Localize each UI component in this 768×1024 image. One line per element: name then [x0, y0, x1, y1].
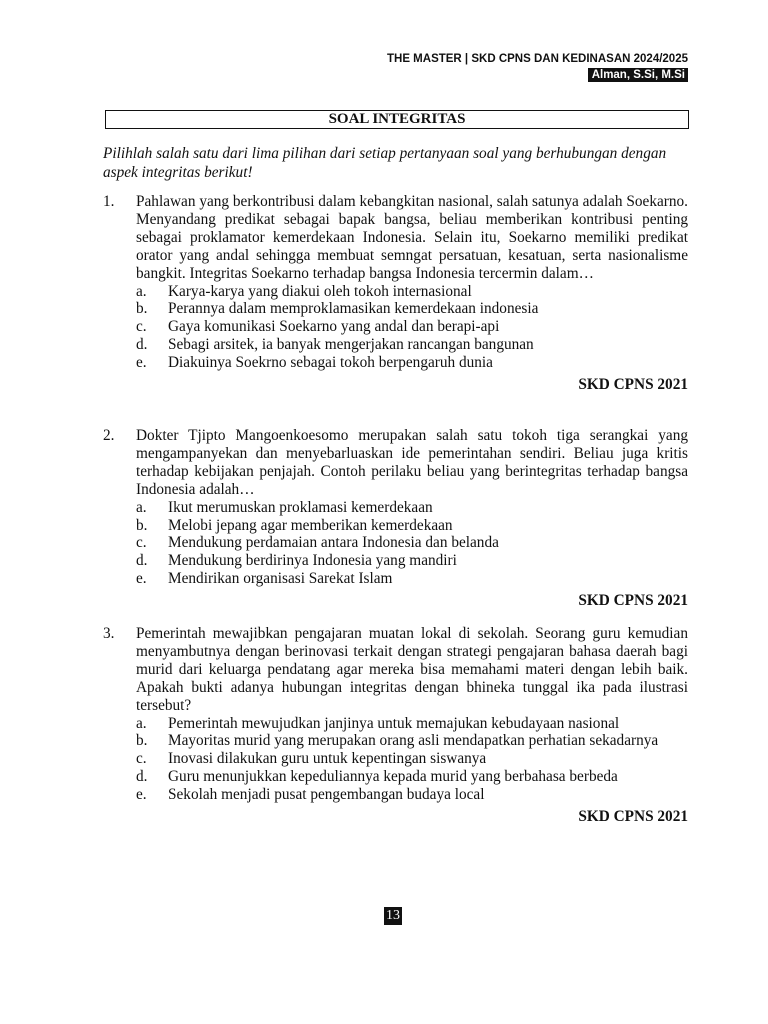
option-letter: e. [136, 570, 147, 588]
option-letter: c. [136, 534, 147, 552]
option-text: Gaya komunikasi Soekarno yang andal dan berapi-api [168, 318, 500, 336]
option-letter: a. [136, 498, 147, 516]
option-b [136, 732, 688, 750]
page-number: 13 [386, 908, 400, 923]
option-text: Ikut merumuskan proklamasi kemerdekaan [168, 498, 433, 516]
option-letter: d. [136, 552, 148, 570]
option-letter: e. [136, 786, 147, 804]
header-title: THE MASTER | SKD CPNS DAN KEDINASAN 2024/2025 [386, 53, 688, 65]
question-text: Dokter Tjipto Mangoenkoesomo merupakan salah satu tokoh tiga serangkai yang mengampanyekan dan menyebarluaskan ide pemerintahan sendiri. Beliau juga kritis terhadap kebijakan penjajah. Contoh perilaku beliau yang berintegritas terhadap bangsa Indonesia adalah… [136, 427, 688, 498]
option-text: Inovasi dilakukan guru untuk kepentingan siswanya [168, 750, 487, 768]
option-letter: b. [136, 732, 148, 750]
option-text: Karya-karya yang diakui oleh tokoh internasional [168, 282, 472, 300]
option-c [136, 534, 688, 552]
option-e [136, 354, 688, 372]
option-d [136, 336, 688, 354]
option-text: Pemerintah mewujudkan janjinya untuk memajukan kebudayaan nasional [168, 714, 620, 732]
option-letter: d. [136, 336, 148, 354]
question-number: 3. [103, 625, 115, 642]
question-text: Pemerintah mewajibkan pengajaran muatan lokal di sekolah. Seorang guru kemudian menyambutnya dengan berinovasi terkait dengan strategi pengajaran bahasa daerah bagi murid dari keluarga pendatang agar mereka bisa memahami materi dengan lebih baik. Apakah bukti adanya hubungan integritas dengan bhineka tunggal ika pada ilustrasi tersebut? [136, 625, 688, 714]
question-1 [103, 193, 688, 394]
header-author: Alman, S.Si, M.Si [588, 68, 688, 82]
instruction-text: Pilihlah salah satu dari lima pilihan dari setiap pertanyaan soal yang berhubungan dengan aspek integritas berikut! [103, 145, 667, 181]
option-e [136, 570, 688, 588]
option-a [136, 283, 688, 301]
option-letter: e. [136, 354, 147, 372]
question-source: SKD CPNS 2021 [578, 592, 688, 610]
option-c [136, 750, 688, 768]
option-letter: a. [136, 282, 147, 300]
option-letter: c. [136, 318, 147, 336]
option-letter: c. [136, 750, 147, 768]
option-d [136, 552, 688, 570]
question-text: Pahlawan yang berkontribusi dalam kebangkitan nasional, salah satunya adalah Soekarno. Menyandang predikat sebagai bapak bangsa, beliau memberikan kontribusi penting sebagai proklamator kemerdekaan Indonesia. Selain itu, Soekarno memiliki predikat orator yang andal sehingga membuat semngat persatuan, kesatuan, serta nasionalisme bangkit. Integritas Soekarno terhadap bangsa Indonesia tercermin dalam… [136, 193, 688, 282]
option-text: Sebagi arsitek, ia banyak mengerjakan rancangan bangunan [168, 336, 534, 354]
question-source: SKD CPNS 2021 [578, 376, 688, 394]
option-text: Mendukung perdamaian antara Indonesia dan belanda [168, 534, 499, 552]
option-text: Mayoritas murid yang merupakan orang asli mendapatkan perhatian sekadarnya [168, 732, 659, 750]
option-letter: a. [136, 714, 147, 732]
option-text: Mendukung berdirinya Indonesia yang mandiri [168, 552, 457, 570]
question-number: 1. [103, 193, 115, 210]
option-b [136, 300, 688, 318]
option-c [136, 318, 688, 336]
option-b [136, 517, 688, 535]
option-text: Guru menunjukkan kepeduliannya kepada murid yang berbahasa berbeda [168, 768, 618, 786]
question-source: SKD CPNS 2021 [578, 808, 688, 826]
option-letter: b. [136, 516, 148, 534]
question-3 [103, 625, 688, 826]
option-letter: d. [136, 768, 148, 786]
question-number: 2. [103, 427, 115, 444]
option-letter: b. [136, 300, 148, 318]
question-2 [103, 427, 688, 610]
option-text: Perannya dalam memproklamasikan kemerdekaan indonesia [168, 300, 539, 318]
option-text: Sekolah menjadi pusat pengembangan budaya local [168, 786, 485, 804]
option-text: Diakuinya Soekrno sebagai tokoh berpengaruh dunia [168, 354, 493, 372]
option-a [136, 499, 688, 517]
option-text: Mendirikan organisasi Sarekat Islam [168, 570, 393, 588]
option-d [136, 768, 688, 786]
option-e [136, 786, 688, 804]
option-text: Melobi jepang agar memberikan kemerdekaan [168, 516, 453, 534]
section-title: SOAL INTEGRITAS [105, 110, 689, 129]
option-a [136, 715, 688, 733]
